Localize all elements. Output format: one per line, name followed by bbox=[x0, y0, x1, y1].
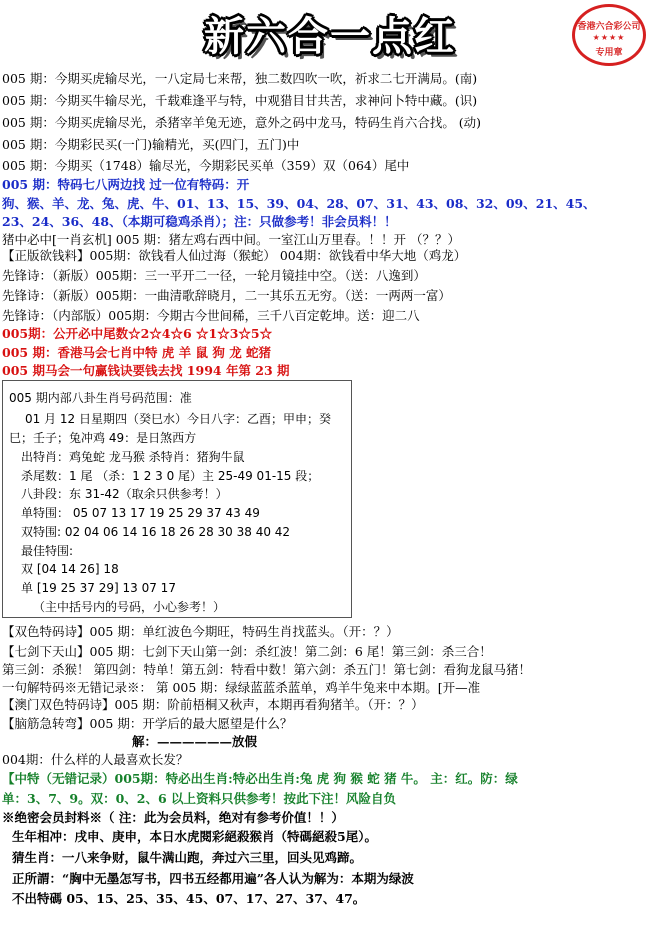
box-line: （主中括号内的号码，小心参考！） bbox=[33, 600, 226, 614]
text-line: 005 期马会一句赢钱诀要钱去找 1994 年第 23 期 bbox=[2, 363, 290, 378]
text-line: 005 期：今期买虎输尽光，杀猪宰羊兔无迹，意外之码中龙马，特码生肖六合找。 (动) bbox=[2, 115, 482, 130]
text-line: 正所謂：“胸中无墨怎写书，四书五经都用遍”各人认为解为：本期为绿波 bbox=[12, 871, 414, 886]
text-line: 先锋诗：（新版）005期：三一平开二一径，一轮月镜挂中空。（送：八逸到） bbox=[2, 268, 426, 283]
box-line: 单特围： 05 07 13 17 19 25 29 37 43 49 bbox=[21, 506, 260, 520]
text-line: 005 期：今期买牛输尽光，千载难逢平与特，中观猎目甘共苦，求神问卜特中藏。(识) bbox=[2, 93, 478, 108]
box-line: 出特肖：鸡兔蛇 龙马猴 杀特肖：猪狗牛鼠 bbox=[21, 450, 245, 464]
text-line: 先锋诗：（新版）005期：一曲清歌辞晓月，二一其乐五无穷。（送：一两两一富） bbox=[2, 288, 451, 303]
text-line: 【双色特码诗】005 期：单红波色今期旺，特码生肖找蓝头。（开：？） bbox=[2, 624, 399, 639]
box-line: 杀尾数：1 尾 （杀：1 2 3 0 尾）主 25-49 01-15 段； bbox=[21, 469, 320, 483]
text-line: 【正版欲钱料】005期：欲钱看人仙过海（猴蛇） 004期：欲钱看中华大地（鸡龙） bbox=[2, 248, 467, 263]
text-line: 先锋诗：（内部版）005期：今期古今世间稀，三千八百定乾坤。送：迎二八 bbox=[2, 308, 420, 323]
seal-stars: ★★★★ bbox=[592, 33, 626, 42]
text-line: 单：3、7、9。双：0、2、6 以上资料只供参考！按此下注！风险自负 bbox=[2, 791, 397, 806]
text-line: 005 期：今期彩民买(一门)输精光，买(四门，五门)中 bbox=[2, 137, 300, 152]
text-line: ※绝密会员封料※（ 注：此为会员料，绝对有参考价值！！） bbox=[2, 810, 344, 825]
text-line: 猜生肖：一八来争财，鼠牛满山跑，奔过六三里，回头见鸡蹄。 bbox=[12, 850, 363, 865]
bagua-range-box bbox=[2, 380, 352, 618]
box-line: 双特围: 02 04 06 14 16 18 26 28 30 38 40 42 bbox=[21, 525, 291, 539]
company-seal bbox=[572, 4, 646, 66]
box-line: 005 期内部八卦生肖号码范围：准 bbox=[9, 391, 192, 405]
text-line: 解：——————放假 bbox=[132, 734, 258, 749]
seal-top-text: 香港六合彩公司 bbox=[577, 22, 641, 32]
text-line: 【脑筋急转弯】005 期：开学后的最大愿望是什么？ bbox=[2, 716, 293, 731]
text-line: 【中特（无错记录）005期：特必出生肖:特必出生肖:兔 虎 狗 猴 蛇 猪 牛。 主：红。防：绿 bbox=[2, 771, 518, 786]
text-line: 第三剑：杀猴！ 第四剑：特单！第五剑：特看中数！第六剑：杀五门！第七剑：看狗龙鼠马猪！ bbox=[2, 662, 531, 677]
text-line: 【澳门双色特码诗】005 期：阶前梧桐又秋声，本期再看狗猪羊。（开：？） bbox=[2, 697, 424, 712]
page-title: 新六合一点红 bbox=[204, 14, 456, 60]
text-line: 猪中必中[一肖玄机] 005 期：猪左鸡右西中间。一室江山万里春。！！开 （？？） bbox=[2, 232, 461, 247]
box-line: 八卦段：东 31-42（取余只供参考！） bbox=[21, 487, 228, 501]
text-line: 005 期：今期买虎输尽光，一八定局七来帮，独二数四吹一吹，祈求二七开满局。(南) bbox=[2, 71, 478, 86]
text-line: 狗、猴、羊、龙、兔、虎、牛、01、13、15、39、04、28、07、31、43、08、32、09、21、45、 bbox=[2, 196, 596, 211]
text-line: 004期：什么样的人最喜欢长发？ bbox=[2, 752, 189, 767]
box-line: 单 [19 25 37 29] 13 07 17 bbox=[21, 581, 176, 595]
seal-bottom-text: 专用章 bbox=[595, 48, 623, 58]
text-line: 005期：公开必中尾数☆2☆4☆6 ☆1☆3☆5☆ bbox=[2, 326, 273, 341]
text-line: 005 期：今期买（1748）输尽光，今期彩民买单（359）双（064）尾中 bbox=[2, 158, 410, 173]
text-line: 生年相冲：戌申、庚申，本日水虎閱彩絕殺猴肖（特碼絕殺5尾）。 bbox=[12, 829, 377, 844]
box-line: 最佳特围: bbox=[21, 544, 74, 558]
box-line: 双 [04 14 26] 18 bbox=[21, 562, 119, 576]
text-line: 005 期：特码七八两边找 过一位有特码：开 bbox=[2, 177, 250, 192]
text-line: 不出特碼 05、15、25、35、45、07、17、27、37、47。 bbox=[12, 891, 366, 906]
text-line: 005 期：香港马会七肖中特 虎 羊 鼠 狗 龙 蛇猪 bbox=[2, 345, 272, 360]
box-line: 巳；壬子；兔冲鸡 49：是日煞西方 bbox=[9, 431, 197, 445]
text-line: 【七剑下天山】005 期：七剑下天山第一剑：杀红波！第二剑：6 尾！第三剑：杀三合！ bbox=[2, 644, 492, 659]
text-line: 23、24、36、48、（本期可稳鸡杀肖）；注：只做参考！非会员料！！ bbox=[2, 214, 397, 229]
text-line: 一句解特码※无错记录※： 第 005 期：绿绿蓝蓝杀蓝单，鸡羊牛兔来中本期。[开—准 bbox=[2, 680, 481, 695]
box-line: 01 月 12 日星期四（癸巳水）今日八字：乙酉；甲申；癸 bbox=[25, 412, 331, 426]
